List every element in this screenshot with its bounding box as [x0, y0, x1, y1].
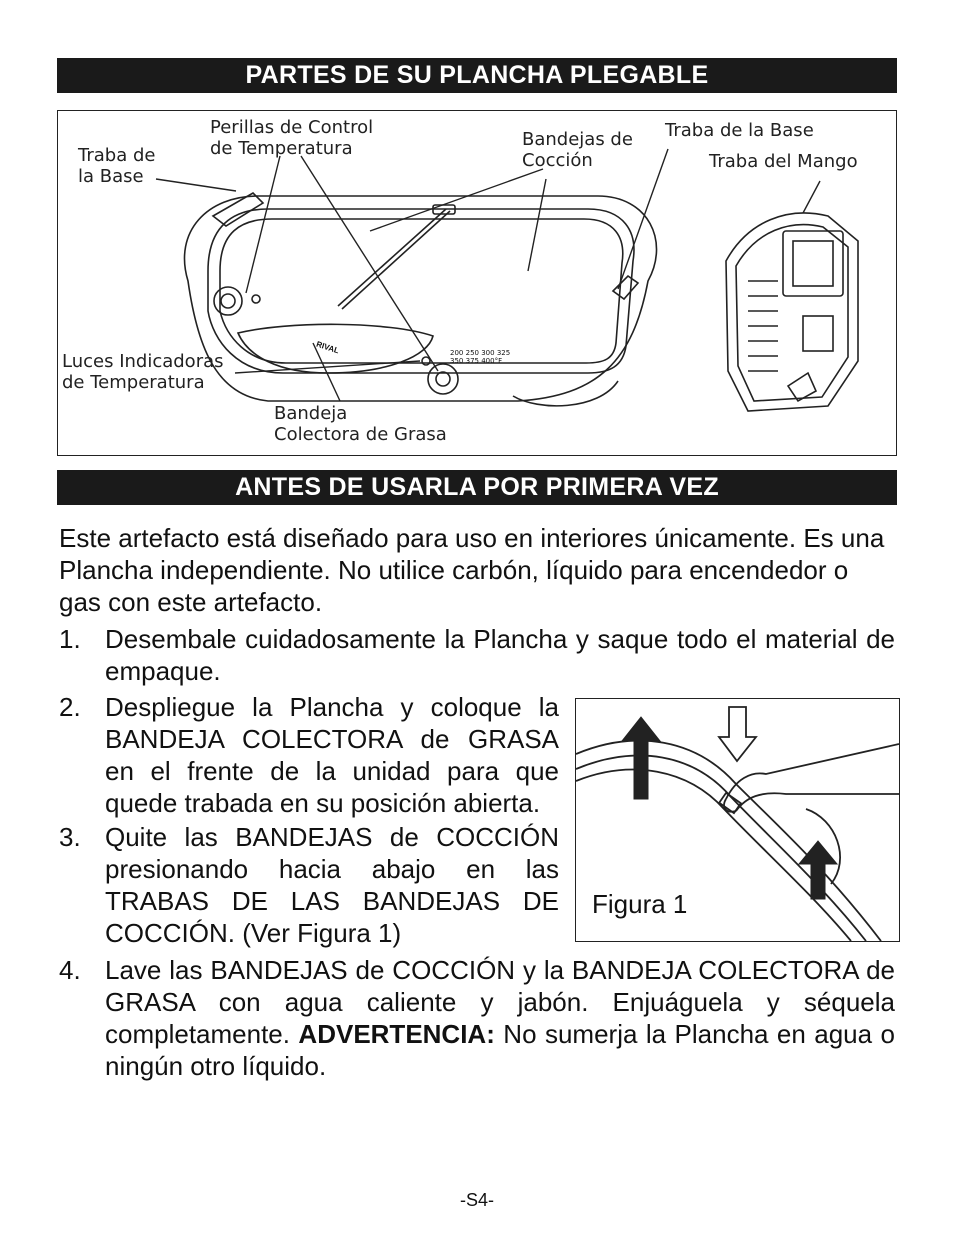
step-text: Quite las BANDEJAS de COCCIÓN presionando hacia abajo en las TRABAS DE LAS BANDEJAS DE COCCIÓN. (Ver Figura 1) [105, 822, 559, 948]
dial-mark: 375 [465, 357, 479, 365]
figure-1 [575, 698, 900, 942]
figure-caption: Figura 1 [592, 889, 688, 919]
label-perillas: Perillas de Control de Temperatura [210, 117, 374, 159]
step-text-part: No sumerja la Plancha en agua o ningún otro líquido. [105, 1019, 895, 1081]
step-text [105, 954, 895, 1082]
step-text-part: Lave las BANDEJAS de COCCIÓN y la BANDEJA COLECTORA de GRASA con agua caliente y jabón. Enjuáguela y séquela completamente. [105, 955, 895, 1049]
dial-mark: 250 [465, 349, 479, 357]
label-traba-base-right: Traba de la Base [665, 120, 814, 141]
step-text: Despliegue la Plancha y coloque la BANDEJA COLECTORA de GRASA en el frente de la unidad para que quede trabada en su posición abierta. [105, 692, 559, 818]
section-title-before-use: ANTES DE USARLA POR PRIMERA VEZ [57, 470, 897, 505]
intro-paragraph: Este artefacto está diseñado para uso en interiores únicamente. Es una Plancha independiente. No utilice carbón, líquido para encendedor o gas con este artefacto. [59, 523, 885, 617]
page-number: -S4- [459, 1190, 494, 1210]
griddle-parts-diagram [57, 110, 897, 456]
warning-label: ADVERTENCIA: [298, 1019, 495, 1049]
dial-marks [450, 349, 510, 365]
step-number: 4. [59, 955, 81, 985]
label-luces: Luces Indicadoras de Temperatura [62, 351, 224, 393]
label-traba-mango: Traba del Mango [709, 151, 858, 172]
label-traba-base-left: Traba de la Base [78, 145, 156, 187]
step-number: 3. [59, 822, 81, 852]
dial-mark: 350 [450, 357, 464, 365]
step-number: 2. [59, 692, 81, 722]
section-title-parts: PARTES DE SU PLANCHA PLEGABLE [57, 58, 897, 93]
dial-mark: 200 [450, 349, 464, 357]
dial-mark: 325 [496, 349, 511, 357]
label-bandeja-grasa: Bandeja Colectora de Grasa [274, 403, 447, 445]
brand-logo: RIVAL [315, 339, 341, 356]
dial-mark: 400°F [481, 357, 503, 365]
dial-mark: 300 [481, 349, 495, 357]
label-bandejas: Bandejas de Cocción [522, 129, 633, 171]
step-text: Desembale cuidadosamente la Plancha y saque todo el material de empaque. [105, 624, 895, 686]
step-number: 1. [59, 624, 81, 654]
